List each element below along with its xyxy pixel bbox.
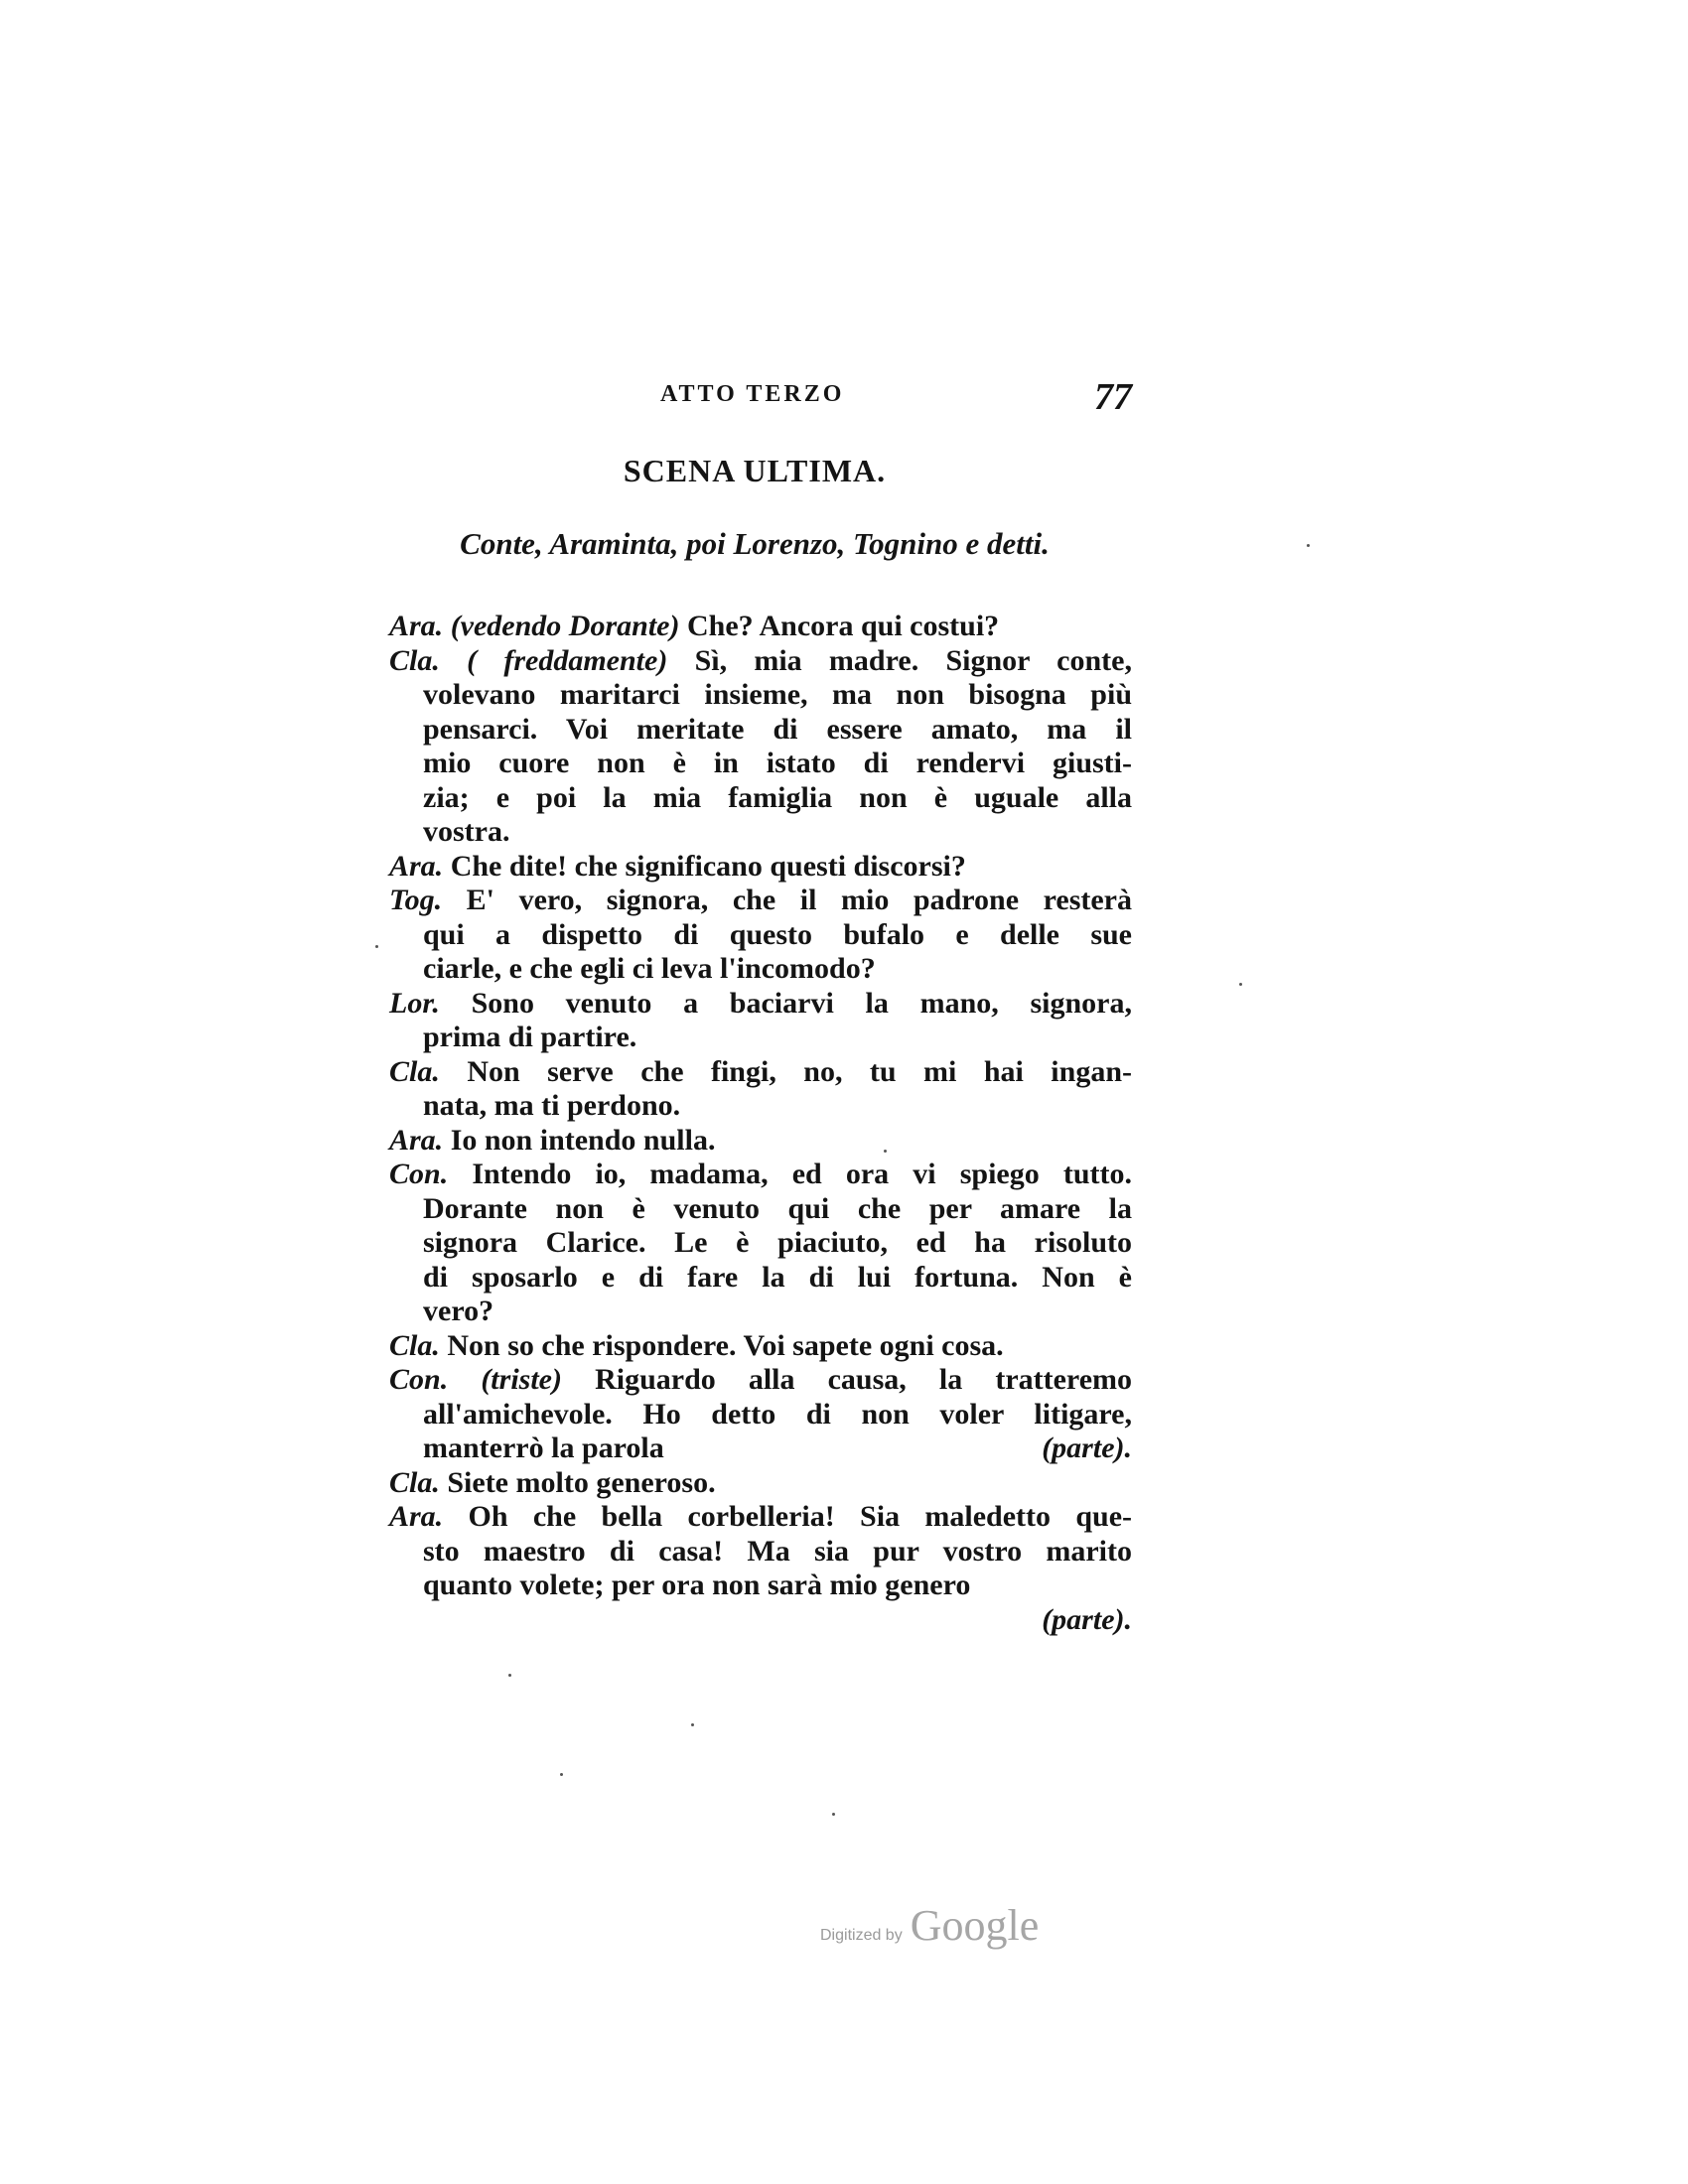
speech (389, 1466, 1132, 1501)
speech-line (389, 1535, 1132, 1570)
page-number: 77 (1094, 376, 1132, 418)
speech-text: Riguardo alla causa, la tratteremo (561, 1363, 1133, 1396)
speech-line (389, 781, 1132, 816)
speech-line (389, 1569, 1132, 1603)
speech-text: vostra. (423, 815, 510, 848)
speech-text: Non so che rispondere. Voi sapete ogni cosa. (439, 1328, 1004, 1362)
speech-line-text (423, 1569, 970, 1601)
speaker-name: Con. (389, 1158, 449, 1190)
speech-text: mio cuore non è in istato di rendervi giusti- (423, 747, 1132, 779)
speech (389, 644, 1132, 850)
scan-speck (560, 1773, 563, 1776)
speech-line (389, 815, 1132, 850)
scan-speck (691, 1723, 694, 1726)
speech-text: Intendo io, madama, ed ora vi spiego tutto. (448, 1158, 1132, 1190)
speech-text: volevano maritarci insieme, ma non bisogna più (423, 678, 1132, 711)
speaker-name: Lor. (389, 986, 440, 1020)
exit-direction: (parte). (1042, 1602, 1132, 1636)
speech-text: Dorante non è venuto qui che per amare la (423, 1191, 1132, 1225)
speaker-name: Cla. (389, 643, 440, 677)
speech-text: Non serve che fingi, no, tu mi hai ingan- (439, 1054, 1132, 1088)
speech-text: Che? Ancora qui costui? (679, 610, 1000, 642)
speech (389, 884, 1132, 987)
speech-line (389, 1363, 1132, 1398)
speech-line (389, 1398, 1132, 1433)
speech-line (389, 1466, 1132, 1501)
scan-speck (508, 1674, 511, 1677)
speech-line (389, 1192, 1132, 1227)
speaker-name: Cla. (389, 1054, 440, 1088)
speech-line (389, 1055, 1132, 1090)
speech-text: Sono venuto a baciarvi la mano, signora, (439, 986, 1132, 1020)
speech (389, 1055, 1132, 1124)
speech (389, 987, 1132, 1055)
running-head (377, 375, 1132, 425)
speech-text: qui a dispetto di questo bufalo e delle sue (423, 917, 1132, 951)
speech-line-text (423, 1432, 664, 1466)
watermark-brand: Google (910, 1901, 1040, 1950)
speech-line (389, 1226, 1132, 1261)
speech-text: Sì, mia madre. Signor conte, (667, 643, 1132, 677)
scan-speck (832, 1813, 835, 1816)
scan-speck (1239, 983, 1242, 986)
speech-line (389, 1089, 1132, 1124)
speech-line (389, 987, 1132, 1022)
speech (389, 1363, 1132, 1466)
speaker-name: Cla. (389, 1465, 440, 1499)
stage-direction: ( freddamente) (467, 643, 668, 677)
speech-line (389, 1158, 1132, 1192)
speech-text: prima di partire. (423, 1021, 637, 1053)
digitized-by-google-watermark (820, 1900, 1039, 1951)
speech-text: vero? (423, 1295, 494, 1327)
speech-text: Siete molto generoso. (439, 1465, 716, 1499)
speech-text: nata, ma ti perdono. (423, 1089, 681, 1122)
speaker-name: Ara. (389, 849, 444, 883)
speech (389, 850, 1132, 885)
scan-speck (375, 945, 378, 948)
speaker-name: Cla. (389, 1328, 440, 1362)
speech-line (389, 1295, 1132, 1329)
speech (389, 610, 1132, 644)
speech-line (389, 884, 1132, 918)
speaker-name: Ara. (389, 1123, 444, 1157)
speech-line (389, 1432, 1132, 1466)
speech-text: pensarci. Voi meritate di essere amato, ma il (423, 712, 1132, 746)
scan-speck (884, 1150, 887, 1153)
scan-speck (1307, 544, 1310, 547)
speech-text: manterrò la parola (423, 1432, 664, 1464)
speech-line (389, 644, 1132, 679)
speech-text: Io non intendo nulla. (443, 1123, 716, 1157)
exit-direction: (parte). (1042, 1432, 1132, 1464)
speech-text: all'amichevole. Ho detto di non voler litigare, (423, 1397, 1132, 1431)
speech-line (389, 678, 1132, 713)
scene-characters: Conte, Araminta, poi Lorenzo, Tognino e detti. (460, 526, 1050, 561)
speech-text: quanto volete; per ora non sarà mio genero (423, 1569, 971, 1601)
speech-text: signora Clarice. Le è piaciuto, ed ha risoluto (423, 1226, 1132, 1259)
stage-direction: (vedendo Dorante) (450, 610, 680, 642)
speech-line (389, 1500, 1132, 1535)
speech-line (389, 952, 1132, 987)
speech-line (389, 747, 1132, 781)
scene-title: SCENA ULTIMA. (623, 453, 887, 488)
speech-text: ciarle, e che egli ci leva l'incomodo? (423, 952, 876, 985)
speech-text: Oh che bella corbelleria! Sia maledetto que- (443, 1500, 1132, 1533)
dialogue-block (389, 610, 1132, 1637)
speech (389, 1329, 1132, 1364)
speech-line (389, 1021, 1132, 1055)
speaker-name: Tog. (389, 884, 443, 916)
speaker-name: Con. (389, 1363, 449, 1396)
speech-text: Che dite! che significano questi discorsi? (443, 849, 966, 883)
speech-line (389, 1261, 1132, 1296)
speech-line (389, 1329, 1132, 1364)
speech (389, 1500, 1132, 1637)
speech-line (389, 1124, 1132, 1159)
speaker-name: Ara. (389, 1500, 444, 1533)
stage-direction: (triste) (481, 1363, 562, 1396)
speech-line (389, 610, 1132, 644)
speech-line (389, 713, 1132, 748)
watermark-prefix: Digitized by (820, 1927, 903, 1944)
speech (389, 1158, 1132, 1329)
speech (389, 1124, 1132, 1159)
speech-text: sto maestro di casa! Ma sia pur vostro marito (423, 1534, 1132, 1568)
speech-text: E' vero, signora, che il mio padrone resterà (442, 884, 1132, 916)
exit-line (389, 1603, 1132, 1638)
speaker-name: Ara. (389, 610, 444, 642)
speech-line (389, 850, 1132, 885)
speech-text: zia; e poi la mia famiglia non è uguale alla (423, 780, 1132, 814)
running-title: ATTO TERZO (660, 381, 845, 407)
speech-text: di sposarlo e di fare la di lui fortuna. Non è (423, 1260, 1132, 1294)
speech-line (389, 918, 1132, 953)
